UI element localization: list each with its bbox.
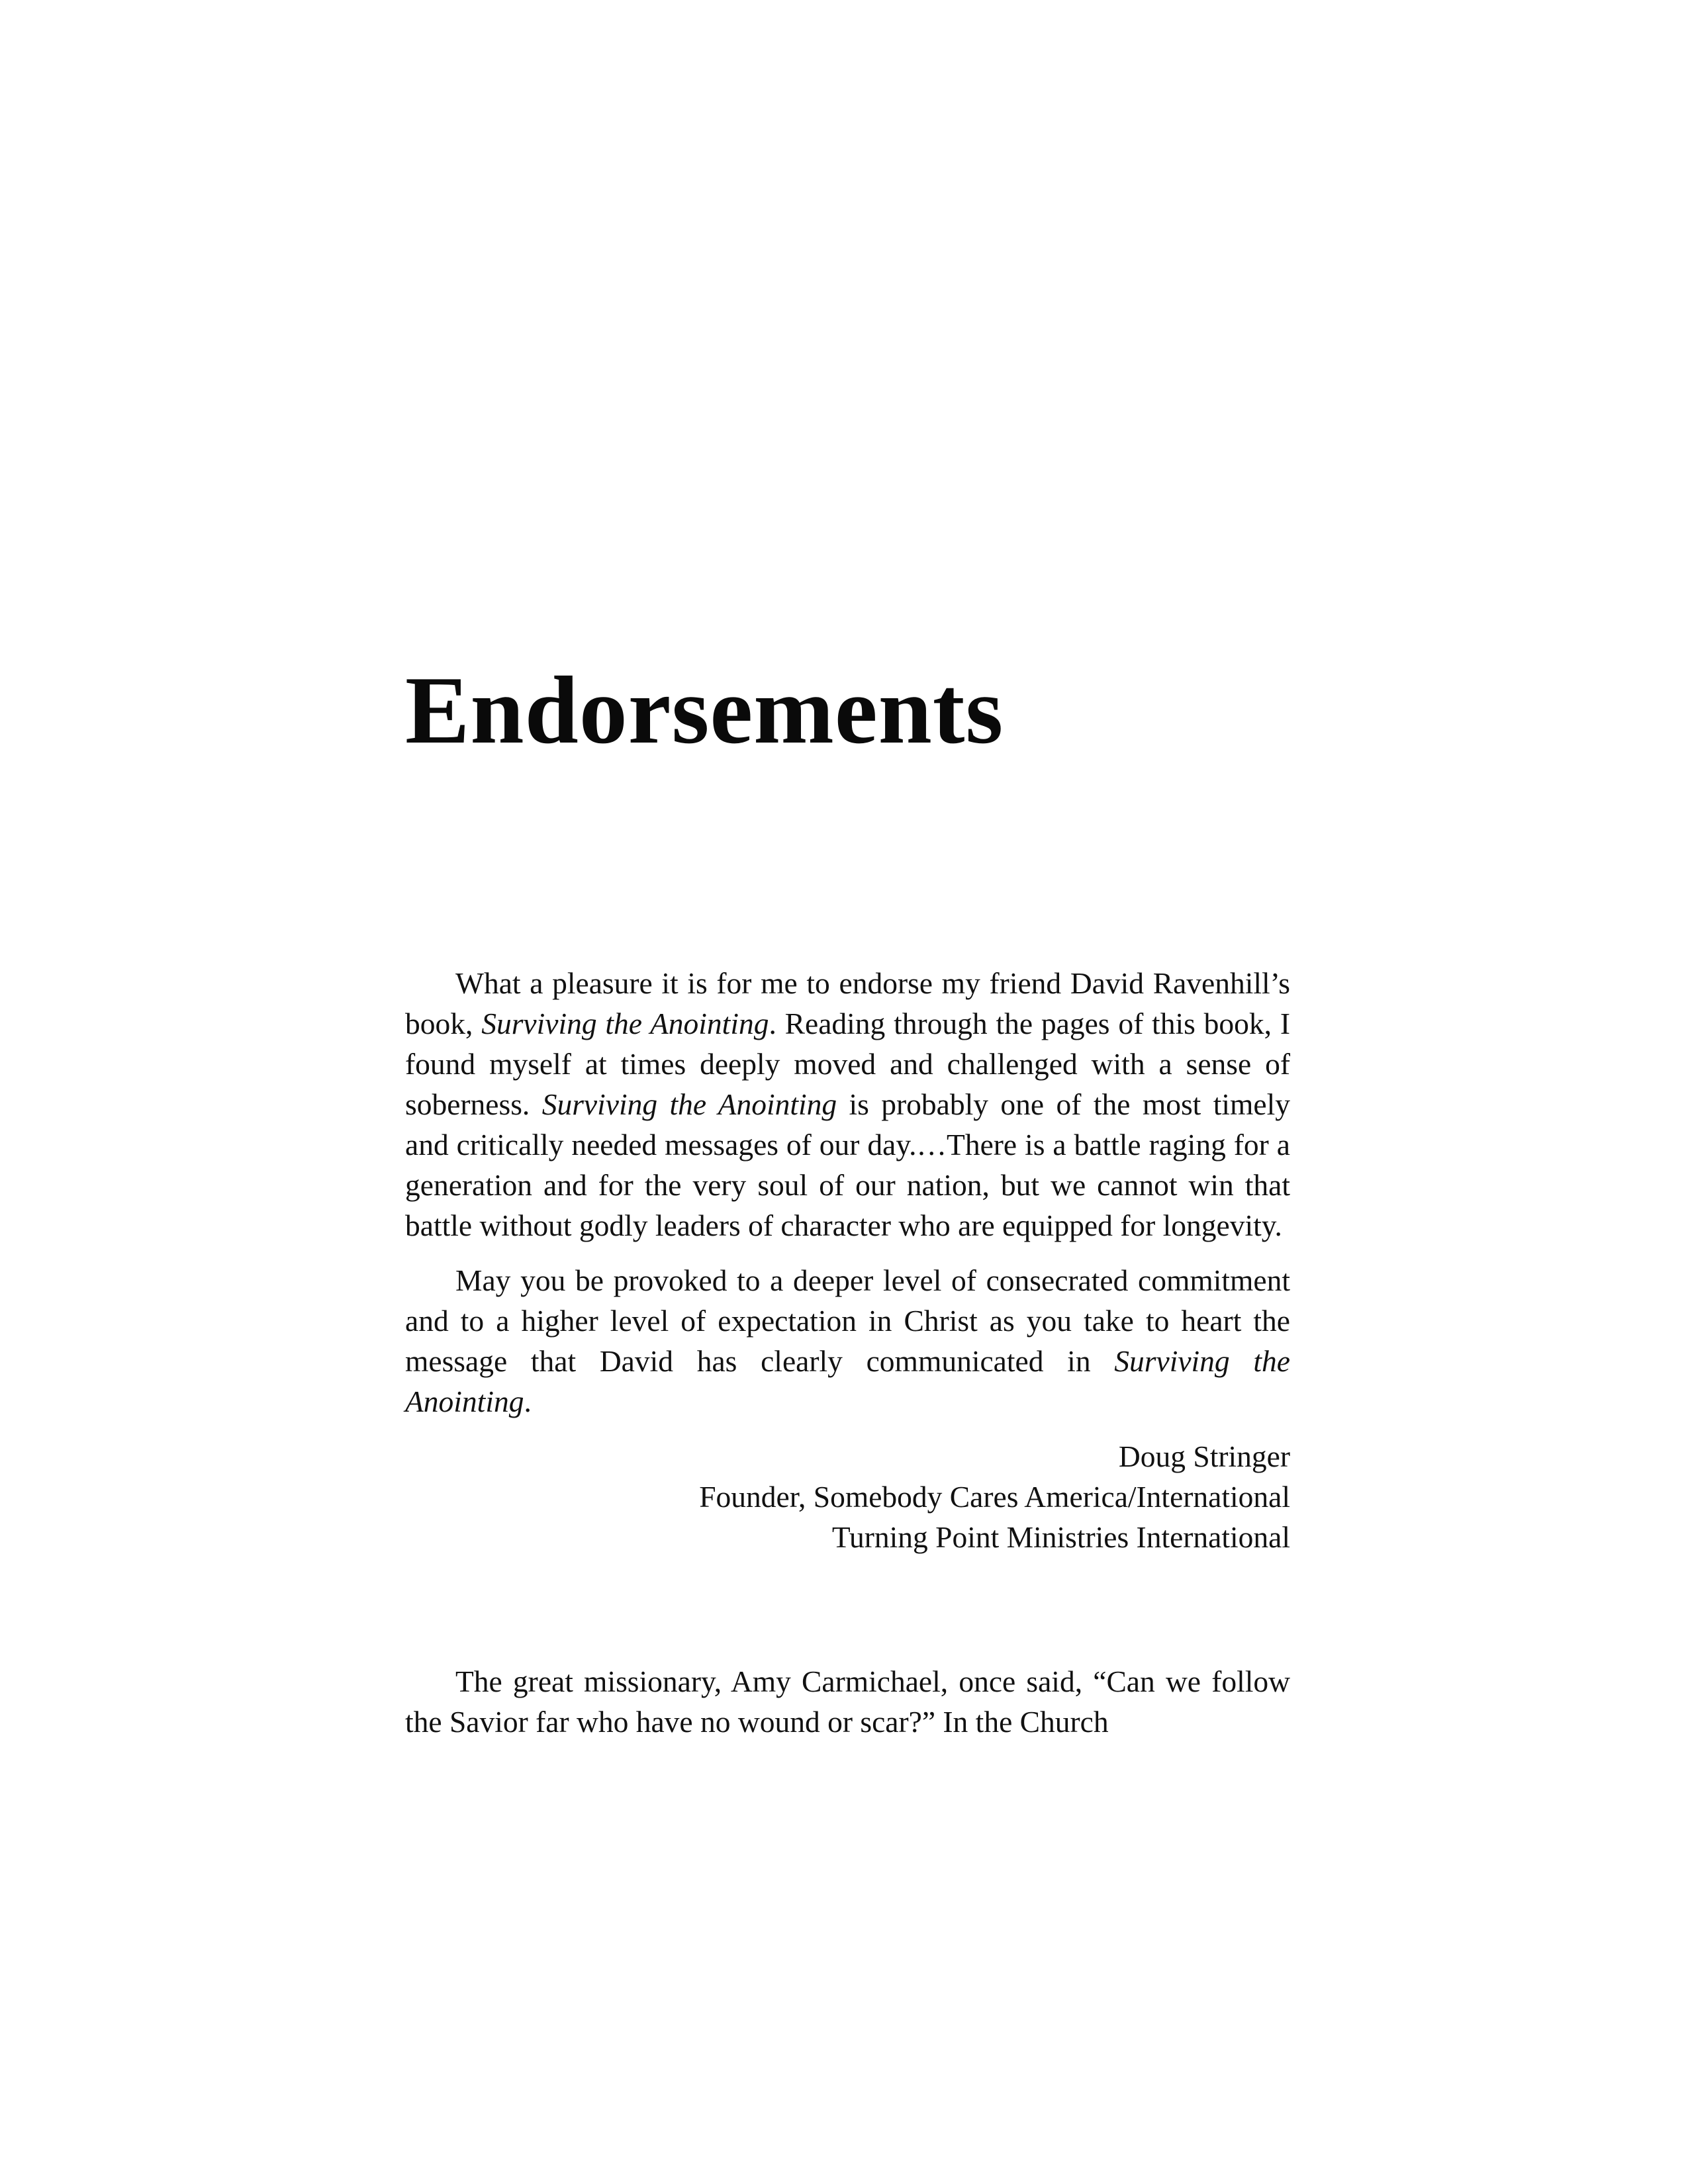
text-segment: is probably one of the most timely and critically needed messages of our day.…There is a battle raging for a generation and for the very soul of our nation, but we cannot win that battle without godly leaders of character who are equipped for longevity. [405, 1087, 1290, 1242]
text-segment: . [524, 1385, 532, 1418]
endorsement-1 [405, 963, 1290, 1557]
book-title-italic: Surviving the Anointing [481, 1007, 769, 1040]
text-segment: May you be provoked to a deeper level of consecrated commitment and to a higher level of expectation in Christ as you take to heart the message that David has clearly communicated in [405, 1263, 1290, 1378]
text-segment: The great missionary, Amy Carmichael, once said, “Can we follow the Savior far who have no wound or scar?” In the Church [405, 1664, 1290, 1739]
endorsement-1-paragraph-2 [405, 1260, 1290, 1422]
endorser-role: Founder, Somebody Cares America/International [699, 1480, 1290, 1514]
endorser-organization: Turning Point Ministries International [831, 1520, 1290, 1554]
endorser-name: Doug Stringer [1118, 1439, 1290, 1473]
endorsement-1-attribution [405, 1436, 1290, 1557]
book-title-italic: Surviving the Anointing [405, 1344, 1290, 1418]
endorsement-2 [405, 1661, 1290, 1756]
page-title: Endorsements [405, 657, 1004, 764]
endorsement-1-paragraph-1 [405, 963, 1290, 1246]
text-segment: What a pleasure it is for me to endorse my friend David Ravenhill’s book, [405, 966, 1290, 1040]
book-title-italic: Surviving the Anointing [541, 1087, 837, 1121]
text-segment: . Reading through the pages of this book, I found myself at times deeply moved and challenged with a sense of soberness. [405, 1007, 1290, 1121]
endorsement-2-paragraph-1 [405, 1661, 1290, 1742]
